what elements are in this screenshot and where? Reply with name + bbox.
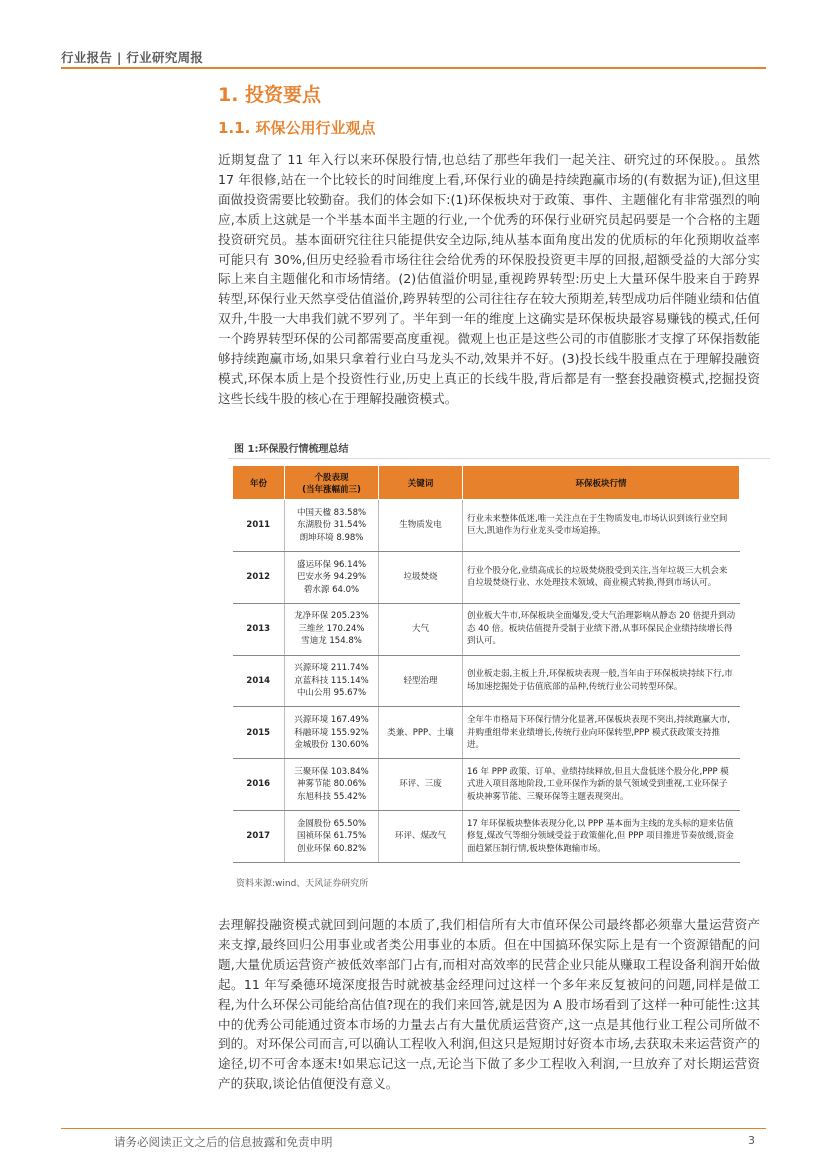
stock-entry: 三维丝 170.24% [298,623,365,634]
stock-entry: 金城股份 130.60% [294,740,369,751]
row-year: 2012 [233,551,285,603]
stock-review-table [232,465,740,863]
page-number: 3 [748,1134,755,1147]
row-summary: 全年牛市格局下环保行情分化显著,环保板块表现不突出,持续跑赢大市,并购重组带来业绩增长,传统行业向环保转型,PPP 模式获政策支持推进。 [463,707,740,759]
row-stocks [285,500,379,552]
figure-caption: 图 1:环保股行情梳理总结 [234,444,349,455]
row-keywords: 类兼、PPP、土壤 [379,707,463,759]
table-row [233,500,740,552]
stock-entry: 朗坤环境 8.98% [299,532,364,543]
stock-entry: 中山公用 95.67% [296,688,367,699]
stock-entry: 兴源环境 167.49% [294,715,369,726]
row-year: 2014 [233,655,285,707]
report-header: 行业报告 | 行业研究周报 [61,50,204,65]
row-summary: 行业未来整体低迷,唯一关注点在于生物质发电,市场认识到该行业空间巨大,凯迪作为行业龙头受市场追捧。 [463,500,740,552]
stock-entry: 东旭科技 55.42% [296,791,367,802]
stock-entry: 碧水源 64.0% [303,584,360,595]
row-year: 2013 [233,603,285,655]
row-summary: 行业个股分化,业绩高成长的垃圾焚烧股受到关注,当年垃圾三大机会来自垃圾焚烧行业、水处理技术领域、商业模式转换,得到市场认可。 [463,551,740,603]
row-year: 2016 [233,759,285,811]
row-year: 2011 [233,500,285,552]
row-keywords: 轻型治理 [379,655,463,707]
stock-entry: 三聚环保 103.84% [294,766,369,777]
body-paragraph-2: 去理解投融资模式就回到问题的本质了,我们相信所有大市值环保公司最终都必须靠大量运营资产来支撑,最终回归公用事业或者类公用事业的本质。但在中国搞环保实际上是有一个资源错配的问题,大量优质运营资产被低效率部门占有,而相对高效率的民营企业只能从赚取工程设备利润开始做起。11 年写桑德环境深度报告时就被基金经理问过这样一个多年来反复被问的问题,同样是做工程,为什么环保公司能给高估值?现在的我们来回答,就是因为 A 股市场看到了这样一种可能性:这其中的优秀公司能通过资本市场的力量去占有大量优质运营资产,这一点是其他行业工程公司所做不到的。对环保公司而言,可以确认工程收入利润,但这只是短期讨好资本市场,去获取未来运营资产的途径,切不可舍本逐末!如果忘记这一点,无论当下做了多少工程收入利润,一旦放弃了对长期运营资产的获取,谈论估值便没有意义。 [218,917,760,1092]
row-keywords: 垃圾焚烧 [379,551,463,603]
stock-entry: 龙净环保 205.23% [294,611,369,622]
col-header-stocks-line2: (当年涨幅前三) [302,484,361,495]
stock-entry: 雪迪龙 154.8% [301,636,362,647]
row-keywords: 生物质发电 [379,500,463,552]
table-row [233,811,740,863]
figure-source: 资料来源:wind、天风证券研究所 [236,879,369,889]
row-stocks [285,655,379,707]
row-keywords: 环评、三废 [379,759,463,811]
table-row [233,759,740,811]
section-heading: 1. 投资要点 [218,84,322,106]
footer-divider [61,1128,766,1129]
table-row [233,551,740,603]
row-keywords: 大气 [379,603,463,655]
col-header-summary: 环保板块行情 [463,466,740,500]
stock-entry: 盛运环保 96.14% [296,559,367,570]
row-stocks [285,603,379,655]
row-summary: 17 年环保板块整体表现分化,以 PPP 基本面为主线的龙头标的迎来估值修复,煤改气等细分领域受益于政策催化,但 PPP 项目推进节奏放缓,资金面趋紧压制行情,板块整体跑输市场。 [463,811,740,863]
stock-entry: 金圆股份 65.50% [296,818,367,829]
stock-entry: 国祯环保 61.75% [296,831,367,842]
row-summary: 创业板走弱,主板上升,环保板块表现一般,当年由于环保板块持续下行,市场加速挖掘处于估值底部的品种,传统行业公司转型环保。 [463,655,740,707]
row-stocks [285,551,379,603]
col-header-year: 年份 [233,466,285,500]
header-divider [61,67,766,69]
row-stocks [285,811,379,863]
body-paragraph-1: 近期复盘了 11 年入行以来环保股行情,也总结了那些年我们一起关注、研究过的环保股。。虽然 17 年很修,站在一个比较长的时间维度上看,环保行业的确是持续跑赢市场的(有数据为证),但这里面做投资需要比较勤奋。我们的体会如下:(1)环保板块对于政策、事件、主题催化有非常强烈的响应,本质上这就是一个半基本面半主题的行业,一个优秀的环保行业研究员起码要是一个合格的主题投资研究员。基本面研究往往只能提供安全边际,纯从基本面角度出发的优质标的年化预期收益率可能只有 30%,但历史经验看市场往往会给优秀的环保股投资更丰厚的回报,超额受益的大部分实际上来自主题催化和市场情绪。(2)估值溢价明显,重视跨界转型:历史上大量环保牛股来自于跨界转型,环保行业天然享受估值溢价,跨界转型的公司往往存在较大预期差,转型成功后伴随业绩和估值双升,牛股一大串我们就不罗列了。半年到一年的维度上这确实是环保板块最容易赚钱的模式,任何一个跨界转型环保的公司都需要高度重视。微观上也正是这些公司的市值膨胀才支撑了环保指数能够持续跑赢市场,如果只拿着行业白马龙头不动,效果并不好。(3)投长线牛股重点在于理解投融资模式,环保本质上是个投资性行业,历史上真正的长线牛股,背后都是有一整套投融资模式,挖掘投资这些长线牛股的核心在于理解投融资模式。 [218,152,760,406]
col-header-keywords: 关键词 [379,466,463,500]
row-summary: 16 年 PPP 政策、订单、业绩持续释放,但且大盘低迷个股分化,PPP 模式进入项目落地阶段,工业环保作为新的景气领域受到重视,工业环保子板块神雾节能、三聚环保等主题表现突出。 [463,759,740,811]
row-stocks [285,707,379,759]
stock-entry: 京蓝科技 115.14% [294,675,369,686]
row-year: 2015 [233,707,285,759]
table-row [233,655,740,707]
table-row [233,603,740,655]
stock-entry: 神雾节能 80.06% [296,779,367,790]
footer-disclaimer: 请务必阅读正文之后的信息披露和免责申明 [114,1135,333,1149]
stock-entry: 中国天楹 83.58% [296,507,367,518]
row-year: 2017 [233,811,285,863]
figure-divider [228,458,770,459]
stock-entry: 创业环保 60.82% [296,843,367,854]
stock-entry: 兴源环境 211.74% [294,663,369,674]
row-keywords: 环评、煤改气 [379,811,463,863]
stock-entry: 科融环境 155.92% [294,727,369,738]
row-summary: 创业板大牛市,环保板块全面爆发,受大气治理影响从静态 20 倍提升到动态 40 倍。板块估值提升受制于业绩下滑,从事环保民企业绩持续增长得到认可。 [463,603,740,655]
table-row [233,707,740,759]
subsection-heading: 1.1. 环保公用行业观点 [218,119,376,137]
stock-entry: 巴安水务 94.29% [296,572,367,583]
row-stocks [285,759,379,811]
col-header-stocks-line1: 个股表现 [314,472,349,483]
stock-entry: 东湖股份 31.54% [296,520,367,531]
col-header-stocks [285,466,379,500]
